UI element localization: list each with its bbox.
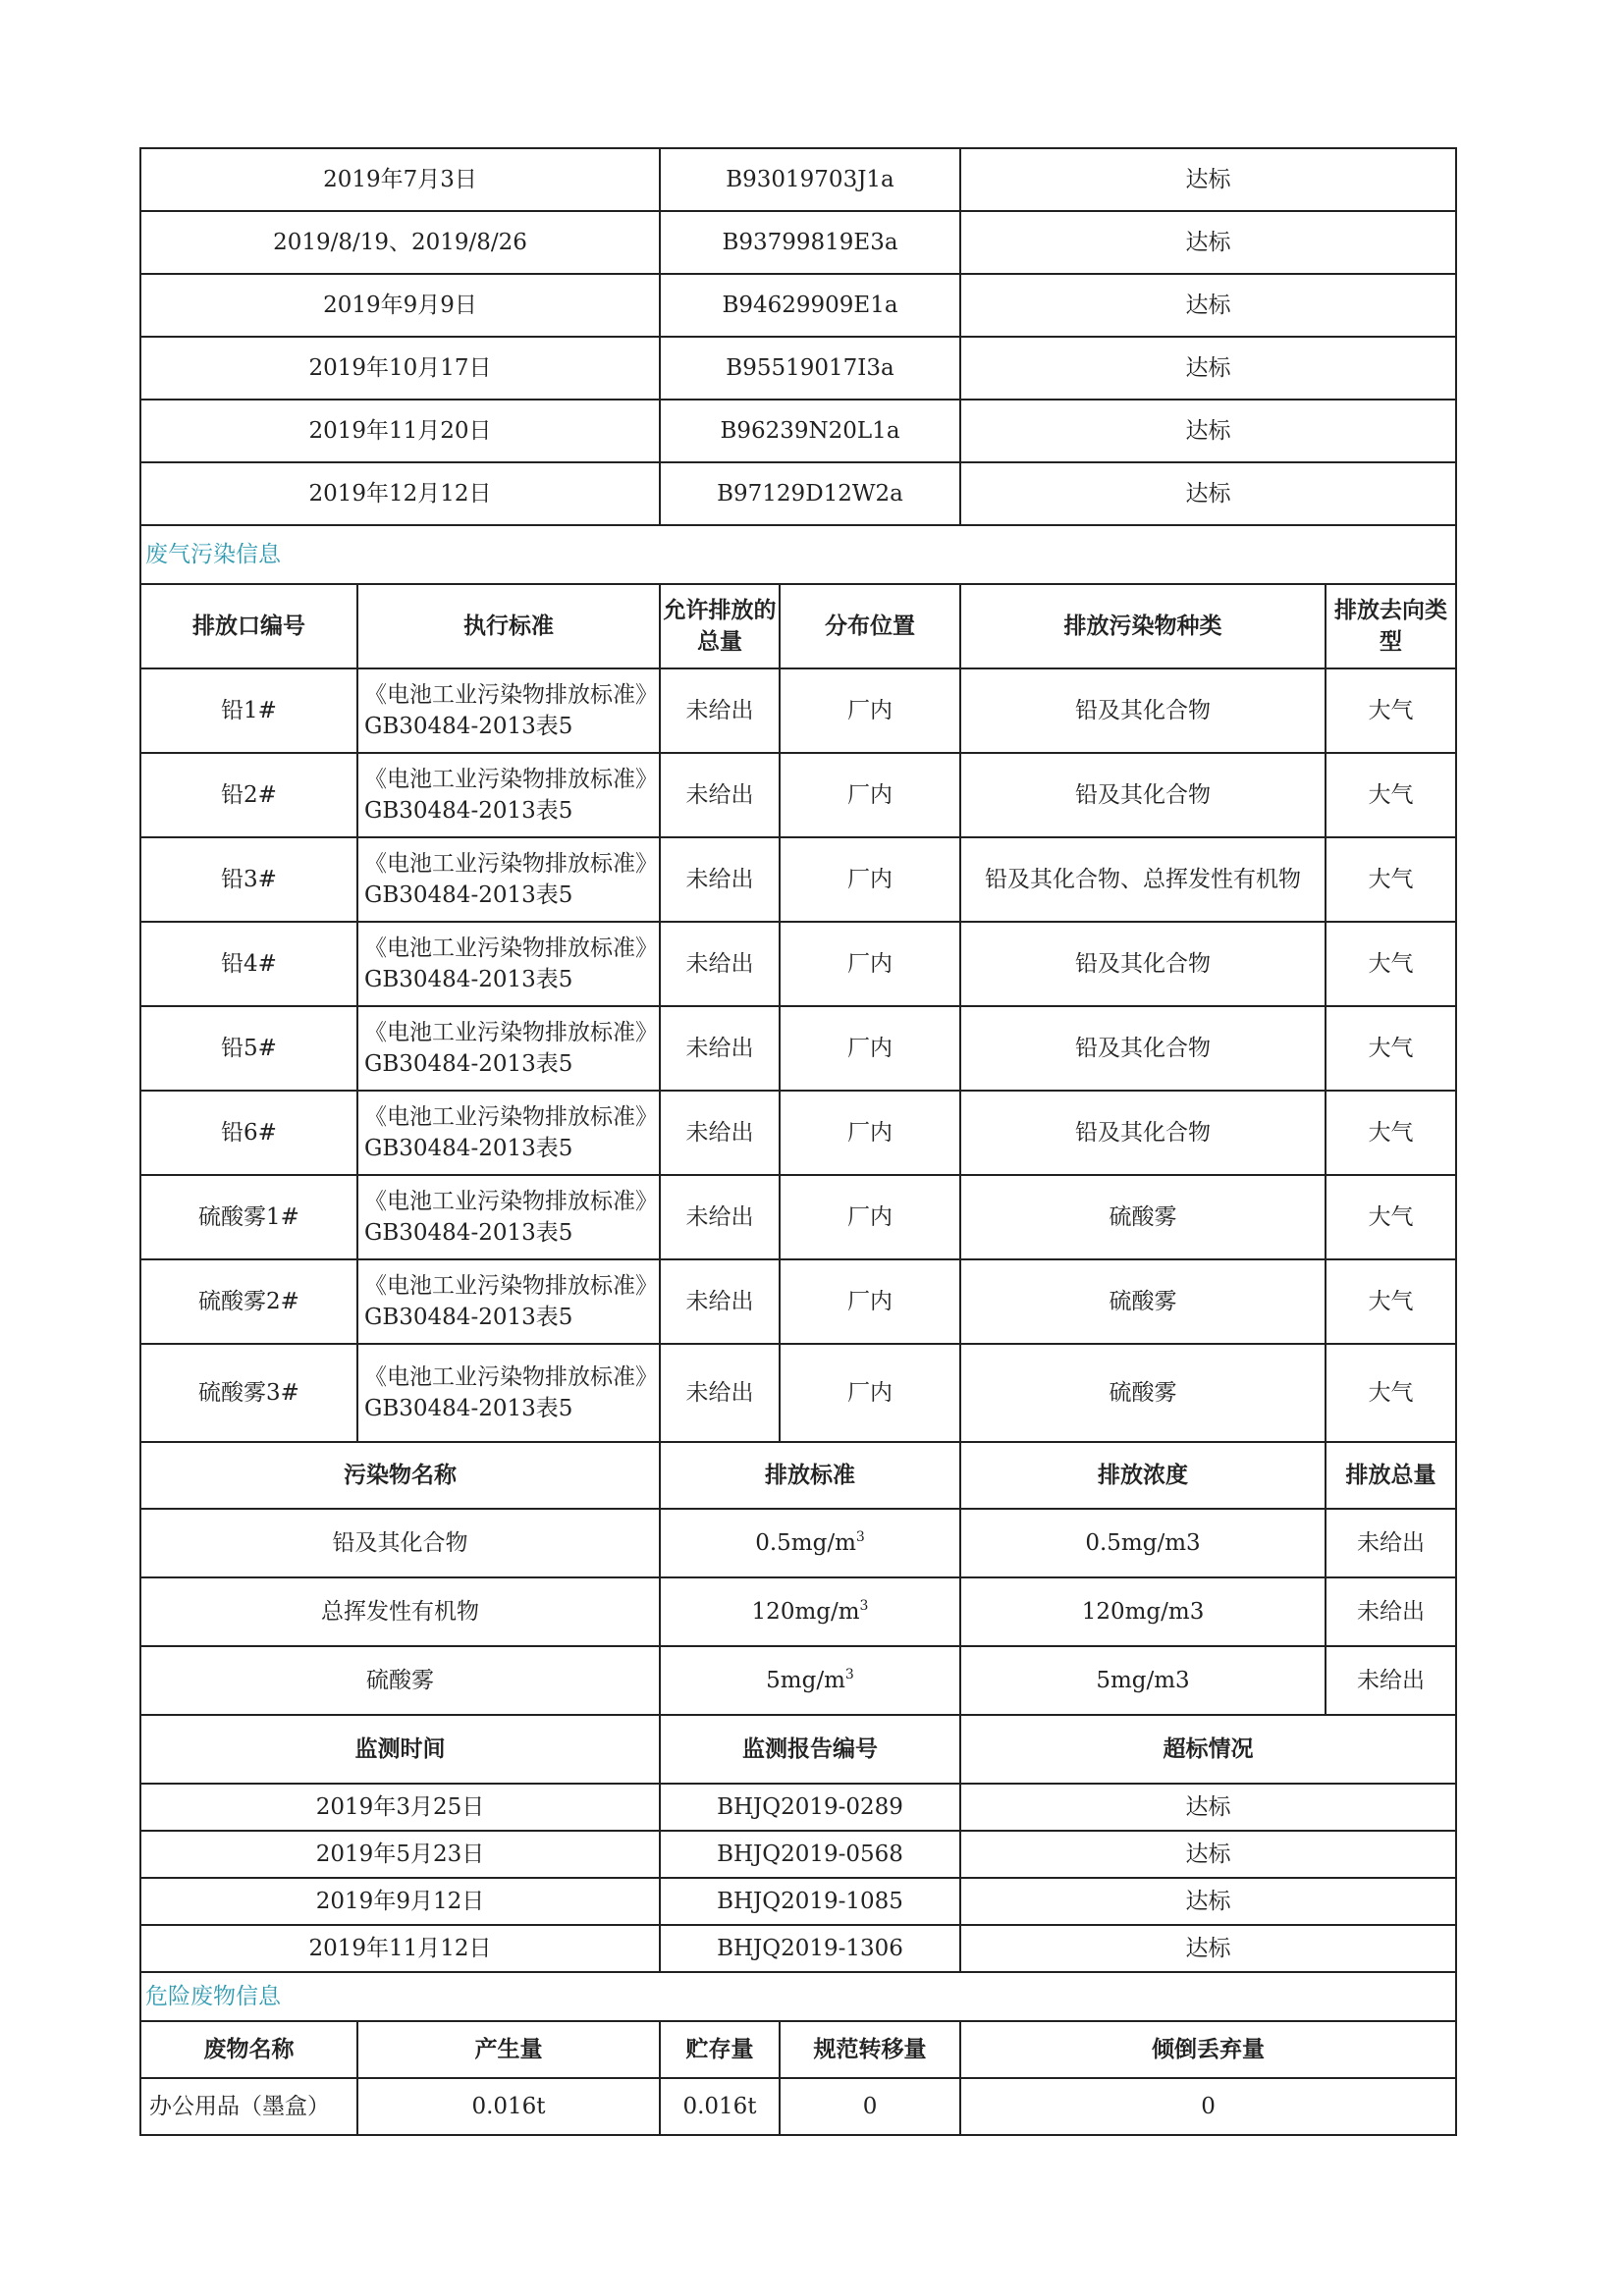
standard-text: 《电池工业污染物排放标准》GB30484-2013表5: [357, 1259, 660, 1344]
table-row: [140, 1175, 1456, 1259]
standard-text: 《电池工业污染物排放标准》GB30484-2013表5: [357, 1006, 660, 1091]
outlet-id: 铅4#: [140, 922, 357, 1006]
location: 厂内: [780, 1006, 960, 1091]
table-row: [140, 148, 1456, 211]
pollutant-type: 铅及其化合物: [960, 1006, 1326, 1091]
outlet-id: 硫酸雾1#: [140, 1175, 357, 1259]
standard-text: 《电池工业污染物排放标准》GB30484-2013表5: [357, 753, 660, 837]
emission-standard: [660, 1577, 960, 1646]
emission-total: 未给出: [1326, 1577, 1456, 1646]
monitor-date: 2019年12月12日: [140, 462, 660, 525]
header-monitor-report: 监测报告编号: [660, 1715, 960, 1784]
standard-text: 《电池工业污染物排放标准》GB30484-2013表5: [357, 668, 660, 753]
header-emission-total: 排放总量: [1326, 1442, 1456, 1509]
table-row: [140, 274, 1456, 337]
table-row: [140, 1091, 1456, 1175]
header-row: [140, 1715, 1456, 1784]
standard-value: 120mg/m: [751, 1599, 860, 1625]
outlet-id: 硫酸雾3#: [140, 1344, 357, 1442]
table-row: [140, 211, 1456, 274]
table-row: [140, 1344, 1456, 1442]
outlet-id: 铅5#: [140, 1006, 357, 1091]
section-title-waste: 危险废物信息: [140, 1972, 1456, 2021]
table-row: [140, 1878, 1456, 1925]
monitor-date: 2019年11月12日: [140, 1925, 660, 1972]
total-allowed: 未给出: [660, 753, 780, 837]
header-outlet: 排放口编号: [140, 584, 357, 668]
table-row: [140, 2078, 1456, 2135]
waste-dumped: 0: [960, 2078, 1456, 2135]
standard-text: 《电池工业污染物排放标准》GB30484-2013表5: [357, 1175, 660, 1259]
total-allowed: 未给出: [660, 1006, 780, 1091]
waste-stored: 0.016t: [660, 2078, 780, 2135]
table-row: [140, 337, 1456, 400]
outlet-id: 铅3#: [140, 837, 357, 922]
pollutant-type: 铅及其化合物: [960, 753, 1326, 837]
monitor-date: 2019年10月17日: [140, 337, 660, 400]
monitor-date: 2019/8/19、2019/8/26: [140, 211, 660, 274]
location: 厂内: [780, 1091, 960, 1175]
superscript: 3: [844, 1667, 854, 1682]
total-allowed: 未给出: [660, 1175, 780, 1259]
emission-standard: [660, 1509, 960, 1577]
header-standard: 执行标准: [357, 584, 660, 668]
monitor-status: 达标: [960, 148, 1456, 211]
pollutant-name: 硫酸雾: [140, 1646, 660, 1715]
header-destination: 排放去向类型: [1326, 584, 1456, 668]
outlet-id: 铅6#: [140, 1091, 357, 1175]
header-location: 分布位置: [780, 584, 960, 668]
header-dumped: 倾倒丢弃量: [960, 2021, 1456, 2078]
location: 厂内: [780, 922, 960, 1006]
waste-produced: 0.016t: [357, 2078, 660, 2135]
monitor-report-id: B94629909E1a: [660, 274, 960, 337]
monitor-report-id: B93799819E3a: [660, 211, 960, 274]
header-emission-concentration: 排放浓度: [960, 1442, 1326, 1509]
pollutant-name: 总挥发性有机物: [140, 1577, 660, 1646]
monitor-status: 达标: [960, 462, 1456, 525]
header-stored: 贮存量: [660, 2021, 780, 2078]
monitor-date: 2019年9月12日: [140, 1878, 660, 1925]
standard-text: 《电池工业污染物排放标准》GB30484-2013表5: [357, 1091, 660, 1175]
emission-concentration: 5mg/m3: [960, 1646, 1326, 1715]
monitor-status: 达标: [960, 274, 1456, 337]
monitor-status: 达标: [960, 1878, 1456, 1925]
location: 厂内: [780, 753, 960, 837]
header-waste-name: 废物名称: [140, 2021, 357, 2078]
emission-concentration: 120mg/m3: [960, 1577, 1326, 1646]
emission-total: 未给出: [1326, 1509, 1456, 1577]
outlet-id: 硫酸雾2#: [140, 1259, 357, 1344]
pollutant-type: 铅及其化合物、总挥发性有机物: [960, 837, 1326, 922]
location: 厂内: [780, 1259, 960, 1344]
outlet-id: 铅1#: [140, 668, 357, 753]
monitor-status: 达标: [960, 1784, 1456, 1831]
table-row: [140, 753, 1456, 837]
header-row: [140, 1442, 1456, 1509]
waste-name: 办公用品（墨盒）: [140, 2078, 357, 2135]
table-row: [140, 1577, 1456, 1646]
table-row: [140, 837, 1456, 922]
table-row: [140, 1925, 1456, 1972]
outlet-id: 铅2#: [140, 753, 357, 837]
location: 厂内: [780, 1175, 960, 1259]
pollutant-type: 铅及其化合物: [960, 668, 1326, 753]
monitor-report-id: B95519017I3a: [660, 337, 960, 400]
location: 厂内: [780, 668, 960, 753]
header-total: 允许排放的总量: [660, 584, 780, 668]
destination: 大气: [1326, 1006, 1456, 1091]
pollutant-type: 硫酸雾: [960, 1259, 1326, 1344]
monitor-report-id: BHJQ2019-0289: [660, 1784, 960, 1831]
destination: 大气: [1326, 1175, 1456, 1259]
section-title-gas: 废气污染信息: [140, 525, 1456, 584]
pollutant-type: 硫酸雾: [960, 1344, 1326, 1442]
monitor-status: 达标: [960, 1925, 1456, 1972]
monitor-status: 达标: [960, 211, 1456, 274]
waste-transferred: 0: [780, 2078, 960, 2135]
destination: 大气: [1326, 1091, 1456, 1175]
pollutant-type: 铅及其化合物: [960, 1091, 1326, 1175]
total-allowed: 未给出: [660, 1344, 780, 1442]
superscript: 3: [859, 1598, 869, 1614]
monitor-date: 2019年11月20日: [140, 400, 660, 462]
table-row: [140, 1646, 1456, 1715]
standard-value: 0.5mg/m: [755, 1530, 856, 1556]
destination: 大气: [1326, 837, 1456, 922]
pollutant-type: 硫酸雾: [960, 1175, 1326, 1259]
monitor-report-id: B96239N20L1a: [660, 400, 960, 462]
monitor-report-id: BHJQ2019-1306: [660, 1925, 960, 1972]
monitor-report-id: BHJQ2019-0568: [660, 1831, 960, 1878]
monitor-date: 2019年5月23日: [140, 1831, 660, 1878]
emission-standard: [660, 1646, 960, 1715]
table-row: [140, 400, 1456, 462]
table-row: [140, 668, 1456, 753]
table-row: [140, 1784, 1456, 1831]
superscript: 3: [855, 1529, 865, 1545]
destination: 大气: [1326, 1259, 1456, 1344]
monitor-date: 2019年9月9日: [140, 274, 660, 337]
destination: 大气: [1326, 1344, 1456, 1442]
pollutant-name: 铅及其化合物: [140, 1509, 660, 1577]
table-row: [140, 1831, 1456, 1878]
total-allowed: 未给出: [660, 922, 780, 1006]
emission-concentration: 0.5mg/m3: [960, 1509, 1326, 1577]
header-transferred: 规范转移量: [780, 2021, 960, 2078]
standard-text: 《电池工业污染物排放标准》GB30484-2013表5: [357, 922, 660, 1006]
location: 厂内: [780, 1344, 960, 1442]
destination: 大气: [1326, 668, 1456, 753]
header-pollutant: 排放污染物种类: [960, 584, 1326, 668]
total-allowed: 未给出: [660, 1091, 780, 1175]
pollutant-type: 铅及其化合物: [960, 922, 1326, 1006]
standard-text: 《电池工业污染物排放标准》GB30484-2013表5: [357, 837, 660, 922]
table-row: [140, 1509, 1456, 1577]
header-emission-standard: 排放标准: [660, 1442, 960, 1509]
monitor-status: 达标: [960, 337, 1456, 400]
monitor-report-id: B93019703J1a: [660, 148, 960, 211]
total-allowed: 未给出: [660, 668, 780, 753]
standard-text: 《电池工业污染物排放标准》GB30484-2013表5: [357, 1344, 660, 1442]
header-produced: 产生量: [357, 2021, 660, 2078]
monitor-status: 达标: [960, 1831, 1456, 1878]
total-allowed: 未给出: [660, 1259, 780, 1344]
monitor-status: 达标: [960, 400, 1456, 462]
monitor-date: 2019年3月25日: [140, 1784, 660, 1831]
destination: 大气: [1326, 922, 1456, 1006]
header-exceed-status: 超标情况: [960, 1715, 1456, 1784]
header-pollutant-name: 污染物名称: [140, 1442, 660, 1509]
header-monitor-time: 监测时间: [140, 1715, 660, 1784]
header-row: [140, 584, 1456, 668]
total-allowed: 未给出: [660, 837, 780, 922]
standard-value: 5mg/m: [766, 1668, 845, 1693]
section-row: [140, 525, 1456, 584]
emission-total: 未给出: [1326, 1646, 1456, 1715]
header-row: [140, 2021, 1456, 2078]
table-row: [140, 1259, 1456, 1344]
table-row: [140, 922, 1456, 1006]
monitor-report-id: BHJQ2019-1085: [660, 1878, 960, 1925]
table-row: [140, 1006, 1456, 1091]
section-row: [140, 1972, 1456, 2021]
monitor-report-id: B97129D12W2a: [660, 462, 960, 525]
destination: 大气: [1326, 753, 1456, 837]
table-row: [140, 462, 1456, 525]
monitor-date: 2019年7月3日: [140, 148, 660, 211]
location: 厂内: [780, 837, 960, 922]
report-table: [139, 147, 1457, 2136]
